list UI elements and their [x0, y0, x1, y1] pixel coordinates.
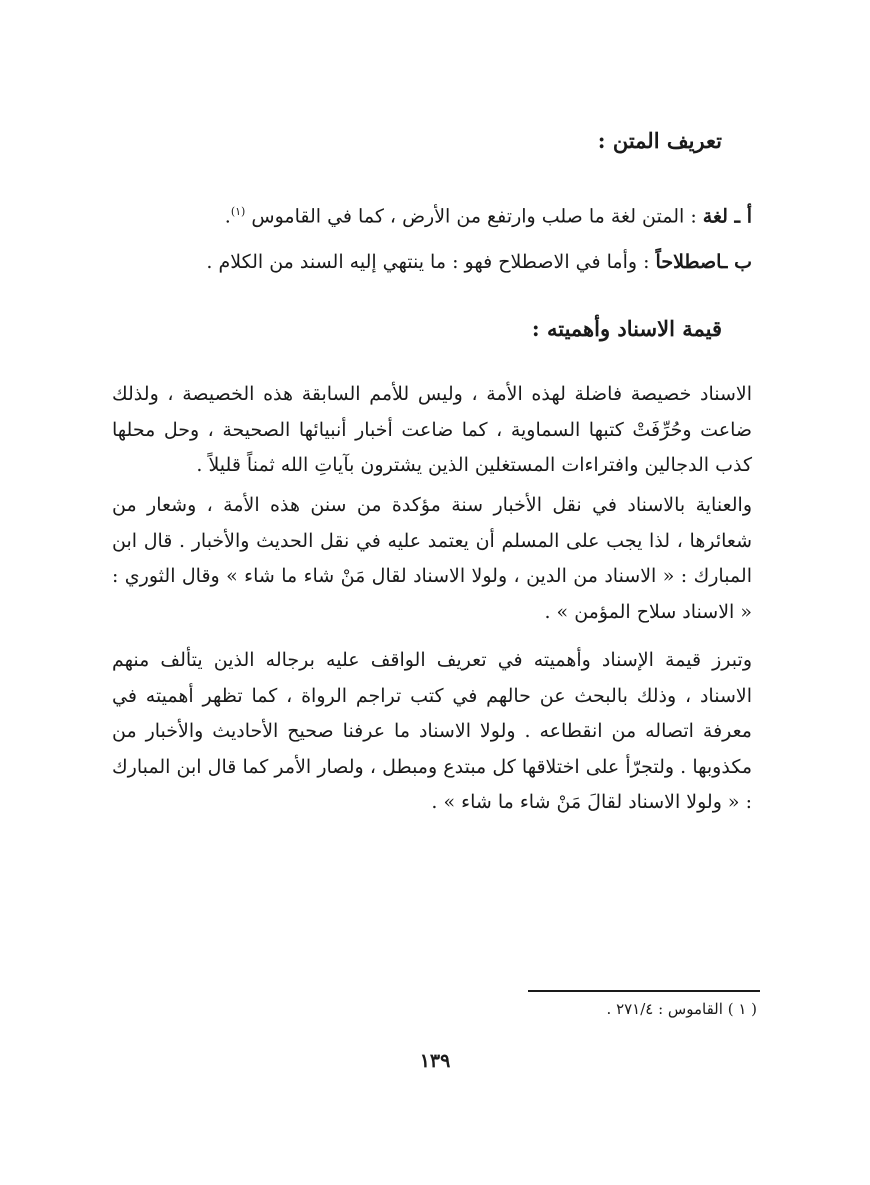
- definition-linguistic-end: .: [224, 205, 231, 228]
- definition-linguistic: [112, 197, 752, 231]
- definition-technical: [112, 247, 752, 277]
- section-heading-isnad-value: قيمة الاسناد وأهميته :: [531, 316, 722, 341]
- footnote-reference[interactable]: (١): [230, 205, 246, 218]
- page-number: ١٣٩: [419, 1050, 451, 1072]
- paragraph: الاسناد خصيصة فاضلة لهذه الأمة ، وليس للأمم السابقة هذه الخصيصة ، ولذلك ضاعت وحُرِّفَتْ كتبها السماوية ، كما ضاعت أخبار أنبيائها الصحيحة ، وحل محلها كذب الدجالين وافتراءات المستغلين الذين يشترون بآياتِ الله ثمناً قليلاً .: [112, 383, 752, 476]
- paragraph: والعناية بالاسناد في نقل الأخبار سنة مؤكدة من سنن هذه الأمة ، وشعار من شعائرها ، لذا يجب على المسلم أن يعتمد عليه في نقل الحديث والأخبار . قال ابن المبارك : « الاسناد من الدين ، ولولا الاسناد لقال مَنْ شاء ما شاء » وقال الثوري : « الاسناد سلاح المؤمن » .: [112, 494, 752, 623]
- paragraph: وتبرز قيمة الإسناد وأهميته في تعريف الواقف عليه برجاله الذين يتألف منهم الاسناد ، وذلك بالبحث عن حالهم في كتب تراجم الرواة ، كما تظهر أهميته في معرفة اتصاله من انقطاعه . ولولا الاسناد ما عرفنا صحيح الأحاديث والأخبار من مكذوبها . ولتجرّأ على اختلاقها كل مبتدع ومبطل ، ولصار الأمر كما قال ابن المبارك : « ولولا الاسناد لقالَ مَنْ شاء ما شاء » .: [112, 649, 752, 813]
- footnote: ( ١ ) القاموس : ٢٧١/٤ .: [606, 1000, 757, 1018]
- section-heading-matn-definition: تعريف المتن :: [597, 128, 722, 153]
- definition-technical-label: ب ـاصطلاحاً: [655, 251, 752, 273]
- definition-linguistic-label: أ ـ لغة: [702, 205, 752, 228]
- definition-linguistic-text: : المتن لغة ما صلب وارتفع من الأرض ، كما في القاموس: [251, 205, 697, 228]
- definition-technical-text: : وأما في الاصطلاح فهو : ما ينتهي إليه السند من الكلام .: [206, 251, 650, 273]
- footnote-divider: [528, 990, 760, 992]
